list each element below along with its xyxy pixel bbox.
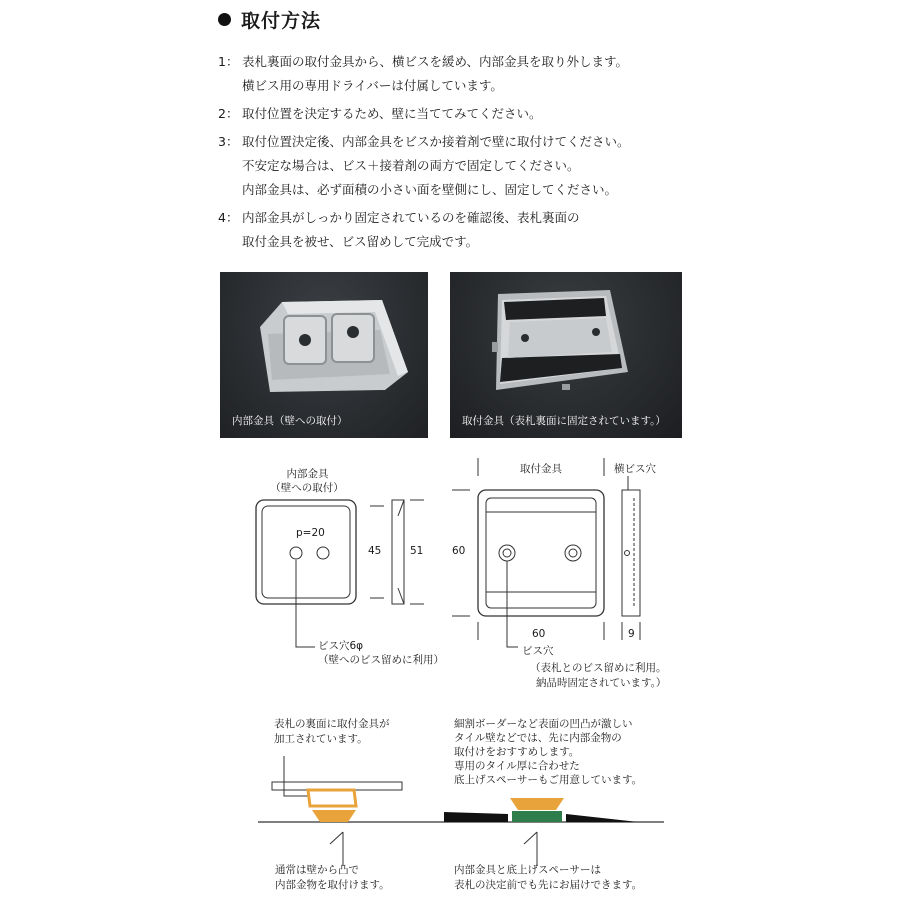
side-screw-hole-title: 横ビス穴: [614, 463, 656, 475]
step-number: 1：: [218, 54, 239, 69]
step-line: 内部金具は、必ず面積の小さい面を壁側にし、固定してください。: [242, 182, 618, 197]
step-number: 4：: [218, 210, 239, 225]
bottom-right-top-text: タイル壁などでは、先に内部金物の: [454, 732, 622, 744]
bottom-right-top-text: 取付けをおすすめします。: [454, 746, 580, 758]
step-line: 表札裏面の取付金具から、横ビスを緩め、内部金具を取り外します。: [242, 54, 629, 69]
mounting-bracket-title: 取付金具: [520, 463, 562, 475]
screw-hole-left: [290, 547, 302, 559]
dimension-51: 51: [410, 545, 424, 557]
inner-bracket-orange: [312, 810, 356, 822]
bracket-hole-leader: [507, 561, 518, 647]
step-number: 2：: [218, 106, 239, 121]
spacer-green: [512, 811, 562, 822]
inner-bracket-on-spacer: [510, 798, 564, 810]
bottom-right-top-text: 底上げスペーサーもご用意しています。: [454, 774, 643, 786]
dimension-45: 45: [368, 545, 382, 557]
bottom-right-bottom-text: 表札の決定前でも先にお届けできます。: [454, 879, 643, 891]
bottom-right-top-text: 専用のタイル厚に合わせた: [454, 760, 580, 772]
inner-bracket-inner-outline: [262, 506, 350, 598]
bottom-left-top-text: 表札の裏面に取付金具が: [274, 718, 390, 730]
bracket-hole-note-1: （表札とのビス留めに利用。: [530, 662, 667, 674]
bracket-hole-right: [565, 545, 581, 561]
photo-caption: 取付金具（表札裏面に固定されています。）: [462, 415, 666, 427]
pitch-label: p=20: [296, 527, 325, 539]
screw-hole-label: ビス穴6φ: [318, 640, 364, 652]
inner-bracket-subtitle: （壁への取付）: [270, 482, 344, 494]
mounting-bracket-outline: [478, 490, 604, 616]
tile-right: [566, 814, 638, 822]
step-line: 取付金具を被せ、ビス留めして完成です。: [242, 234, 479, 249]
dimension-60-vertical: 60: [452, 545, 466, 557]
bracket-hole-note-2: 納品時固定されています。）: [536, 677, 667, 689]
step-line: 不安定な場合は、ビス＋接着剤の両方で固定してください。: [242, 158, 580, 173]
step-line: 横ビス用の専用ドライバーは付属しています。: [242, 78, 503, 93]
bottom-right-top-text: 細割ボーダーなど表面の凹凸が激しい: [454, 718, 633, 730]
step-number: 3：: [218, 134, 239, 149]
inner-bracket-title: 内部金具: [286, 468, 329, 480]
dimension-9: 9: [628, 628, 635, 640]
bracket-hole-left: [499, 545, 515, 561]
step-line: 取付位置決定後、内部金具をビスか接着剤で壁に取付けてください。: [242, 134, 630, 149]
screw-hole-note: （壁へのビス留めに利用）: [318, 654, 444, 666]
screw-hole-right: [317, 547, 329, 559]
bracket-hole-label: ビス穴: [522, 645, 554, 657]
bottom-left-bottom-text: 通常は壁から凸で: [275, 864, 359, 876]
step-line: 取付位置を決定するため、壁に当ててみてください。: [242, 106, 542, 121]
section-heading-text: 取付方法: [241, 10, 322, 32]
bottom-right-bottom-text: 内部金具と底上げスペーサーは: [454, 864, 601, 876]
bottom-left-bottom-text: 内部金物を取付けます。: [275, 879, 390, 891]
bottom-left-top-text: 加工されています。: [274, 733, 368, 745]
photo-caption: 内部金具（壁への取付）: [232, 415, 348, 427]
dimension-60-horizontal: 60: [532, 628, 546, 640]
step-line: 内部金具がしっかり固定されているのを確認後、表札裏面の: [242, 210, 580, 225]
mounting-bracket-orange: [308, 790, 356, 806]
inner-bracket-outline: [256, 500, 356, 604]
tile-left: [444, 812, 508, 822]
